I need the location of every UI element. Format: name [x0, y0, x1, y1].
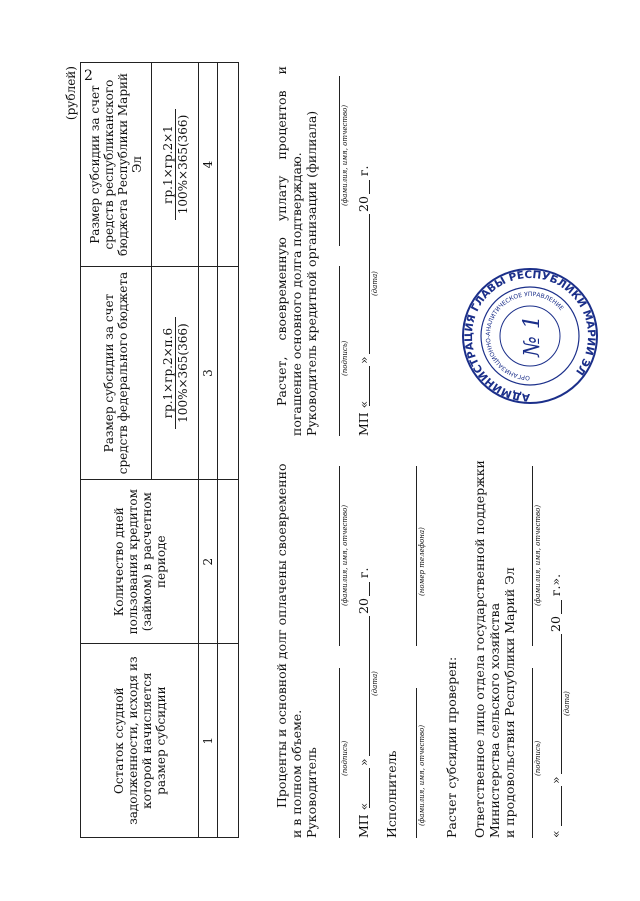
table-cell	[218, 480, 239, 644]
executor-label: Исполнитель	[384, 750, 399, 838]
formula3-numerator: гр.1×гр.2×п.6	[161, 317, 176, 429]
table-cell	[218, 644, 239, 838]
executor-phone-caption: (номер телефона)	[418, 527, 426, 596]
check-line2: Министерства сельского хозяйства	[487, 602, 502, 838]
right-paragraph: Расчет, своевременную уплату процентов и погашение основного долга подтверждаю.	[274, 66, 304, 436]
left-mp-label: МП «	[356, 802, 371, 838]
executor-fio-caption: (фамилия, имя, отчество)	[418, 724, 426, 826]
col-number: 1	[199, 644, 218, 838]
left-fio-line	[339, 466, 340, 646]
left-sign-caption: (подпись)	[341, 740, 349, 776]
stamp-number: № 1	[520, 315, 545, 357]
left-date-caption: (дата)	[371, 671, 379, 696]
header-col1: Остаток ссудной задолженности, исходя из которой начисляется размер субсидии	[81, 644, 199, 838]
left-year-suffix: г.	[356, 567, 371, 578]
formula3-denominator: 100%×365(366)	[175, 323, 190, 423]
check-sign-caption: (подпись)	[534, 740, 542, 776]
right-year-line	[369, 180, 370, 194]
left-quote-close: »	[356, 758, 371, 766]
table-header-row	[81, 63, 152, 838]
column-number-row	[199, 63, 218, 838]
left-fio-caption: (фамилия, имя, отчество)	[341, 504, 349, 606]
rotated-page	[64, 62, 604, 846]
right-sign-line	[339, 266, 340, 436]
check-day-line	[561, 786, 562, 826]
right-head-label: Руководитель кредитной организации (филиала)	[304, 110, 319, 436]
currency-note: (рублей)	[64, 66, 78, 121]
empty-data-row	[218, 63, 239, 838]
check-fio-caption: (фамилия, имя, отчество)	[534, 504, 542, 606]
check-year-line	[561, 600, 562, 614]
left-year-line	[369, 582, 370, 596]
subsidy-table	[80, 62, 239, 838]
formula-col4	[152, 63, 199, 267]
stamp-inner-text: ОРГАНИЗАЦИОННО-АНАЛИТИЧЕСКОЕ УПРАВЛЕНИЕ	[484, 290, 565, 382]
page-number: 2	[84, 68, 93, 84]
right-quote-close: »	[356, 356, 371, 364]
header-col2: Количество дней пользования кредитом (займом) в расчетном периоде	[81, 480, 199, 644]
right-year: 20	[356, 196, 371, 212]
check-title: Расчет субсидии проверен:	[444, 656, 459, 838]
left-paragraph: Проценты и основной долг оплачены своевременно и в полном объеме.	[274, 463, 304, 838]
check-date-line	[561, 634, 562, 774]
right-date-line	[369, 214, 370, 354]
check-quote-close: »	[548, 776, 563, 784]
executor-fio-line	[416, 688, 417, 838]
right-date-caption: (дата)	[371, 271, 379, 296]
check-sign-line	[532, 668, 533, 838]
executor-phone-line	[416, 466, 417, 646]
check-line1: Ответственное лицо отдела государственной поддержки	[472, 460, 487, 838]
check-quote-open: «	[548, 830, 563, 838]
table-cell	[218, 63, 239, 267]
col-number: 4	[199, 63, 218, 267]
check-year: 20	[548, 616, 563, 632]
right-year-suffix: г.	[356, 165, 371, 176]
left-day-line	[369, 768, 370, 808]
check-fio-line	[532, 466, 533, 646]
table-cell	[218, 267, 239, 480]
formula4-numerator: гр.1×гр.2×1	[161, 109, 176, 221]
left-date-line	[369, 616, 370, 756]
official-stamp	[460, 266, 600, 406]
header-col3: Размер субсидии за счет средств федерального бюджета	[81, 267, 152, 480]
right-sign-caption: (подпись)	[341, 340, 349, 376]
col-number: 3	[199, 267, 218, 480]
formula-col3	[152, 267, 199, 480]
right-fio-line	[339, 76, 340, 246]
stamp-outer-text: АДМИНИСТРАЦИЯ ГЛАВЫ РЕСПУБЛИКИ МАРИЙ ЭЛ	[462, 268, 598, 404]
left-sign-line	[339, 668, 340, 838]
right-day-line	[369, 366, 370, 406]
check-year-suffix: г.».	[548, 573, 563, 596]
left-year: 20	[356, 598, 371, 614]
check-date-caption: (дата)	[563, 691, 571, 716]
formula4-denominator: 100%×365(366)	[175, 114, 190, 215]
right-mp-label: МП «	[356, 400, 371, 436]
right-fio-caption: (фамилия, имя, отчество)	[341, 104, 349, 206]
col-number: 2	[199, 480, 218, 644]
check-line3: и продовольствия Республики Марий Эл	[502, 567, 517, 838]
header-col4: Размер субсидии за счет средств республиканского бюджета Республики Марий Эл	[81, 63, 152, 267]
left-head-label: Руководитель	[304, 747, 319, 838]
